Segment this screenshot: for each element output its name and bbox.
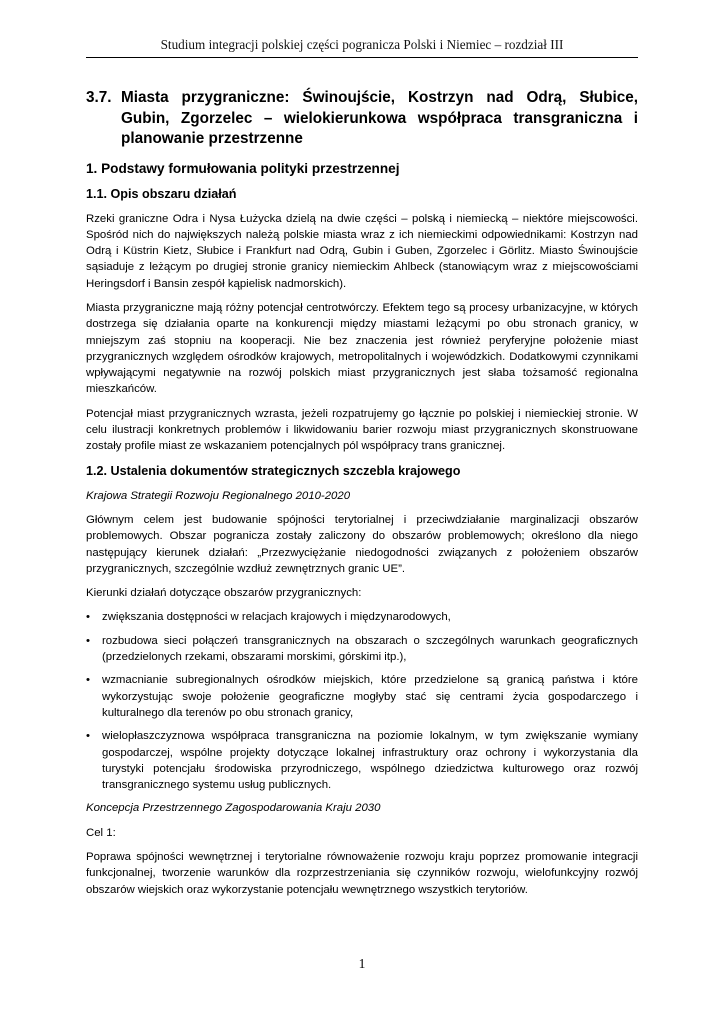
bullet-icon: • [86,611,90,624]
header-rule [86,57,638,58]
bullet-icon: • [86,674,90,687]
list-item-text: rozbudowa sieci połączeń transgranicznych na obszarach o szczególnych warunkach geograficznych (przedzielonych rzekami, obszarami morskimi, górskimi itp.), [102,634,638,664]
paragraph: Potencjał miast przygranicznych wzrasta, jeżeli rozpatrujemy go łącznie po polskiej i niemieckiej stronie. W celu ilustracji konkretnych problemów i likwidowaniu barier rozwoju miast przygranicznych skonstruowane zostały profile miast ze wskazaniem potencjalnych pól współpracy trans granicznej. [86,407,638,453]
list-item [86,633,638,666]
section-title-text: Miasta przygraniczne: Świnoujście, Kostrzyn nad Odrą, Słubice, Gubin, Zgorzelec – wielokierunkowa współpraca transgraniczna i planowanie przestrzenne [121,89,638,147]
subsection-heading-1-1: 1.1. Opis obszaru działań [86,186,237,201]
bullet-icon: • [86,730,90,743]
directions-list [86,609,638,793]
section-number: 3.7. [86,89,112,106]
bullet-icon: • [86,634,90,647]
list-item [86,609,638,625]
list-item-text: wielopłaszczyznowa współpraca transgraniczna na poziomie lokalnym, w tym zwiększanie wymiany gospodarczej, wspólne projekty dotyczące lokalnej infrastruktury oraz ochrony i wykorzystania dla turystyki potencjału środowiska przyrodniczego, wspólnego dziedzictwa kulturowego oraz rozwój transgranicznego systemu usług publicznych. [102,730,638,792]
list-item-text: wzmacnianie subregionalnych ośrodków miejskich, które przedzielone są granicą państwa i które wykorzystując swoje położenie geograficzne mogłyby stać się centrami życia gospodarczego i kulturalnego dla terenów po obu stronach granicy, [102,674,638,719]
page-content [86,88,638,906]
paragraph: Poprawa spójności wewnętrznej i terytorialne równoważenie rozwoju kraju poprzez promowanie integracji funkcjonalnej, tworzenie warunków dla rozprzestrzeniania się czynników rozwoju, wielofunkcyjny rozwój obszarów wiejskich oraz wykorzystanie potencjału wewnętrznego wszystkich terytoriów. [86,851,638,896]
document-title: Krajowa Strategii Rozwoju Regionalnego 2010-2020 [86,489,351,502]
list-intro: Kierunki działań dotyczące obszarów przygranicznych: [86,587,362,600]
section-title [86,88,638,150]
document-title: Koncepcja Przestrzennego Zagospodarowania Kraju 2030 [86,802,381,815]
list-item [86,728,638,793]
paragraph: Miasta przygraniczne mają różny potencjał centrotwórczy. Efektem tego są procesy urbanizacyjne, w których dostrzega się działania oparte na konkurencji między miastami leżącymi po obu stronach granicy, w mniejszym zaś stopniu na kooperacji. Nie bez znaczenia jest również peryferyjne położenie miast przygranicznych względem ośrodków krajowych, metropolitalnych i wojewódzkich. Dodatkowymi czynnikami wpływającymi negatywnie na rozwój polskich miast przygranicznych jest słaba tożsamość regionalna mieszkańców. [86,301,638,396]
goal-label: Cel 1: [86,826,116,839]
list-item-text: zwiększania dostępności w relacjach krajowych i międzynarodowych, [102,611,451,624]
running-header: Studium integracji polskiej części pogranicza Polski i Niemiec – rozdział III [160,37,564,52]
chapter-heading: 1. Podstawy formułowania polityki przestrzennej [86,160,400,176]
paragraph: Rzeki graniczne Odra i Nysa Łużycka dzielą na dwie części – polską i niemiecką – niektóre miejscowości. Spośród nich do największych należą polskie miasta wraz z ich niemieckimi odpowiednikami: Kostrzyn nad Odrą i Küstrin Kietz, Słubice i Frankfurt nad Odrą, Gubin i Guben, Zgorzelec i Görlitz. Miasto Świnoujście sąsiaduje z leżącym po drugiej stronie granicy niemieckim Ahlbeck (stanowiącym wraz z miejscowościami Heringsdorf i Bansin zespół kąpielisk nadmorskich). [86,212,638,290]
subsection-heading-1-2: 1.2. Ustalenia dokumentów strategicznych szczebla krajowego [86,463,461,478]
list-item [86,672,638,721]
page-number: 1 [358,956,366,971]
paragraph: Głównym celem jest budowanie spójności terytorialnej i przeciwdziałanie marginalizacji obszarów problemowych. Obszar pogranicza zostały zaliczony do obszarów problemowych; określono dla niego następujący kierunek działań: „Przezwyciężanie niedogodności związanych z położeniem obszarów przygranicznych, szczególnie wzdłuż zewnętrznych granic UE”. [86,513,638,575]
